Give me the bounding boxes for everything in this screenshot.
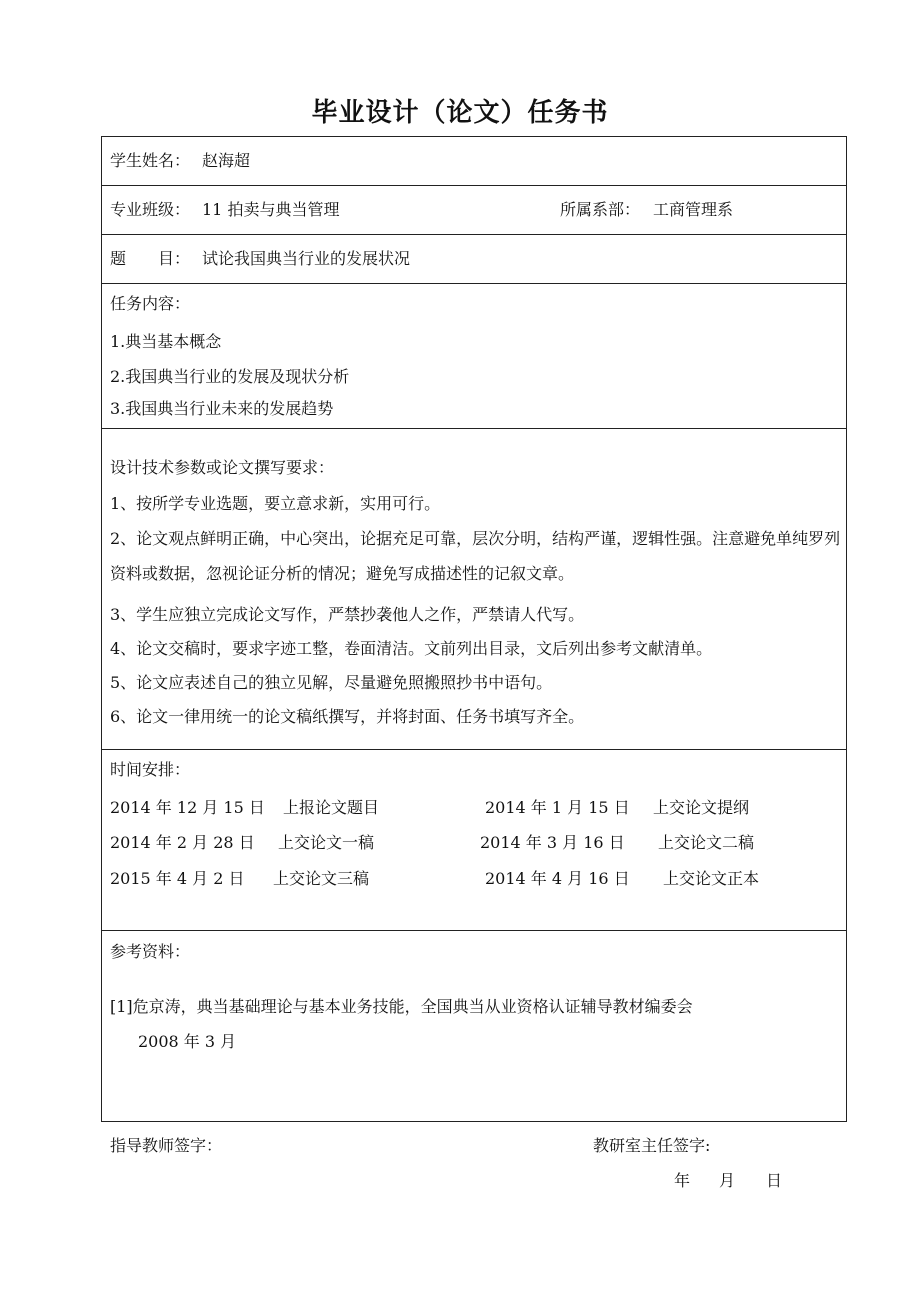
schedule-task: 上交论文提纲 xyxy=(653,798,750,817)
schedule-date: 2014 年 1 月 15 日 xyxy=(485,798,630,817)
schedule-date: 2014 年 3 月 16 日 xyxy=(480,833,625,852)
schedule-task: 上交论文二稿 xyxy=(658,833,755,852)
department-value: 工商管理系 xyxy=(653,200,734,219)
task-content-row xyxy=(102,283,846,429)
schedule-date: 2014 年 4 月 16 日 xyxy=(485,869,630,888)
date-day-label: 日 xyxy=(766,1171,783,1190)
topic-row xyxy=(102,234,846,284)
task-item: 1.典当基本概念 xyxy=(110,332,222,351)
requirement-item: 6、论文一律用统一的论文稿纸撰写，并将封面、任务书填写齐全。 xyxy=(110,707,585,726)
advisor-signature-label: 指导教师签字： xyxy=(110,1136,223,1155)
schedule-task: 上交论文正本 xyxy=(663,869,760,888)
student-name-value: 赵海超 xyxy=(202,151,251,170)
schedule-date: 2014 年 12 月 15 日 xyxy=(110,798,265,817)
task-item: 3.我国典当行业未来的发展趋势 xyxy=(110,399,334,418)
schedule-task: 上报论文题目 xyxy=(283,798,380,817)
requirement-item: 5、论文应表述自己的独立见解，尽量避免照搬照抄书中语句。 xyxy=(110,673,553,692)
schedule-row xyxy=(102,749,846,931)
department-label: 所属系部： xyxy=(560,200,641,219)
requirements-label: 设计技术参数或论文撰写要求： xyxy=(110,458,335,477)
page-title: 毕业设计（论文）任务书 xyxy=(311,98,609,128)
reference-item-date: 2008 年 3 月 xyxy=(138,1032,237,1051)
class-label: 专业班级： xyxy=(110,200,191,219)
task-form-table xyxy=(101,136,847,1122)
class-row xyxy=(102,185,846,235)
reference-item: [1]危京涛，典当基础理论与基本业务技能，全国典当从业资格认证辅导教材编委会 xyxy=(110,997,693,1016)
requirement-item: 3、学生应独立完成论文写作，严禁抄袭他人之作，严禁请人代写。 xyxy=(110,605,585,624)
student-name-row xyxy=(102,137,846,186)
requirement-item: 4、论文交稿时，要求字迹工整，卷面清洁。文前列出目录，文后列出参考文献清单。 xyxy=(110,639,713,658)
task-content-label: 任务内容： xyxy=(110,294,191,313)
requirement-item: 2、论文观点鲜明正确，中心突出，论据充足可靠，层次分明，结构严谨，逻辑性强。注意避免单纯罗列资料或数据，忽视论证分析的情况；避免写成描述性的记叙文章。 xyxy=(110,529,841,583)
date-month-label: 月 xyxy=(719,1171,736,1190)
task-item: 2.我国典当行业的发展及现状分析 xyxy=(110,367,350,386)
references-row xyxy=(102,930,846,1121)
class-value: 11 拍卖与典当管理 xyxy=(202,200,340,219)
references-label: 参考资料： xyxy=(110,942,191,961)
requirements-row xyxy=(102,428,846,750)
topic-label: 题 目： xyxy=(110,249,191,268)
student-name-label: 学生姓名： xyxy=(110,151,191,170)
topic-value: 试论我国典当行业的发展状况 xyxy=(202,249,411,268)
schedule-task: 上交论文一稿 xyxy=(278,833,375,852)
schedule-task: 上交论文三稿 xyxy=(273,869,370,888)
schedule-label: 时间安排： xyxy=(110,760,191,779)
director-signature-label: 教研室主任签字: xyxy=(593,1136,711,1155)
date-year-label: 年 xyxy=(674,1171,691,1190)
requirement-item: 1、按所学专业选题，要立意求新，实用可行。 xyxy=(110,494,441,513)
schedule-date: 2014 年 2 月 28 日 xyxy=(110,833,255,852)
schedule-date: 2015 年 4 月 2 日 xyxy=(110,869,245,888)
